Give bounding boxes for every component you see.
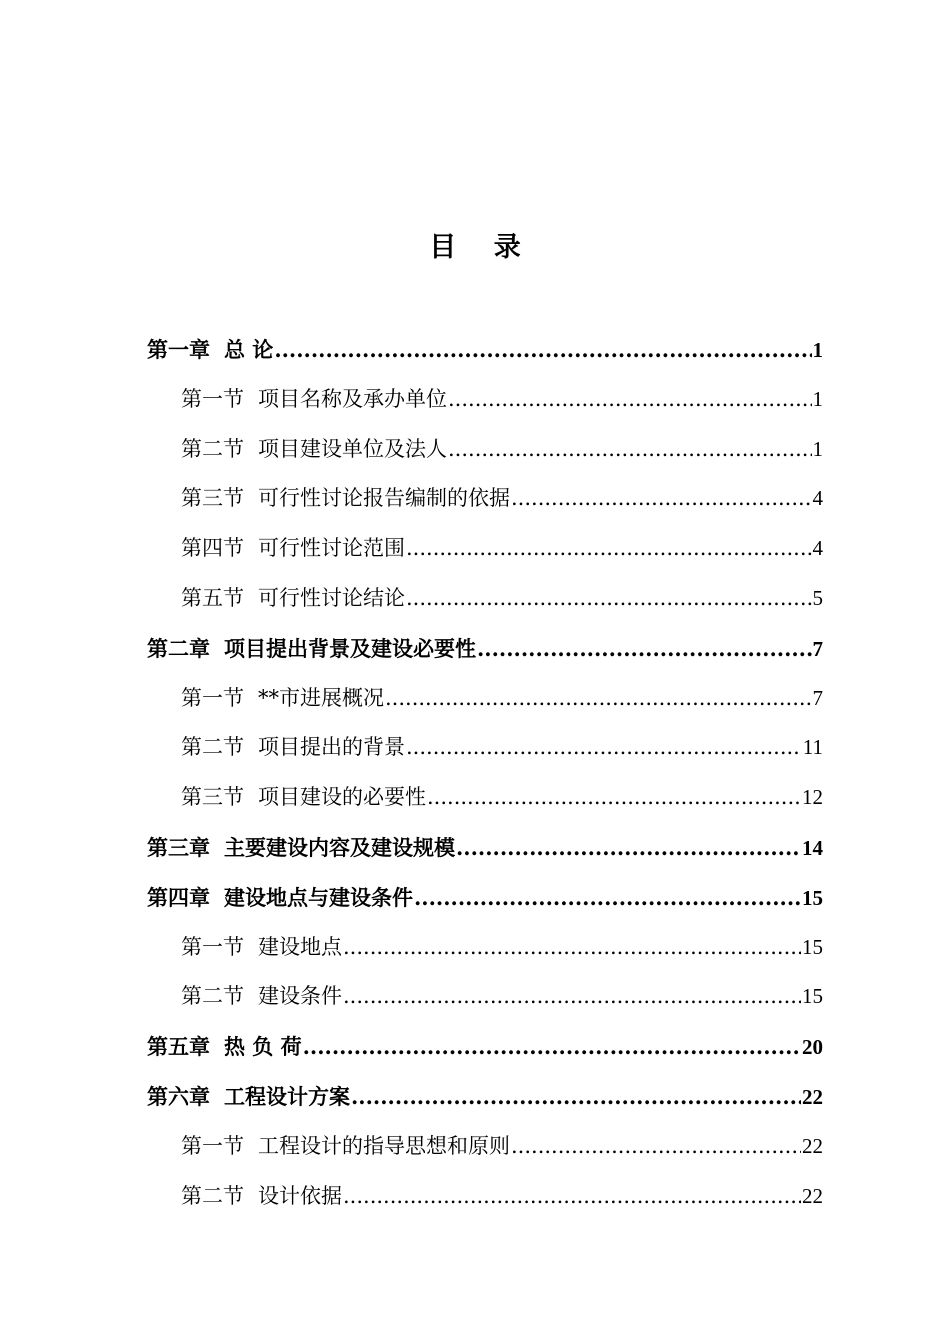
- toc-dot-leader: [274, 325, 811, 375]
- toc-entry[interactable]: [147, 624, 823, 674]
- toc-dot-leader: [385, 674, 812, 724]
- toc-entry-title: 工程设计的指导思想和原则: [258, 1133, 510, 1158]
- toc-entry-number: 第三章: [147, 834, 210, 860]
- toc-entry-number: 第一节: [181, 934, 244, 959]
- toc-dot-leader: [477, 624, 812, 674]
- toc-entry-number: 第二节: [181, 436, 244, 461]
- toc-dot-leader: [511, 1122, 801, 1172]
- toc-dot-leader: [414, 873, 801, 923]
- toc-page-number: 22: [802, 1183, 823, 1208]
- toc-dot-leader: [456, 823, 801, 873]
- toc-page-number: 15: [802, 885, 823, 910]
- toc-dot-leader: [406, 574, 812, 624]
- toc-page-number: 11: [802, 735, 823, 760]
- toc-entry-title: 建设条件: [258, 984, 342, 1009]
- toc-entry-number: 第二节: [181, 1183, 244, 1208]
- toc-entry[interactable]: [147, 1172, 823, 1222]
- toc-page-number: 20: [802, 1035, 823, 1060]
- toc-entry-title: 可行性讨论范围: [258, 536, 405, 561]
- toc-dot-leader: [343, 923, 801, 973]
- toc-entry[interactable]: [147, 425, 823, 475]
- toc-entry-number: 第二章: [147, 635, 210, 661]
- toc-page-number: 1: [812, 338, 823, 362]
- toc-dot-leader: [448, 375, 812, 425]
- toc-page-number: 14: [802, 835, 823, 860]
- toc-page-number: 1: [812, 436, 823, 461]
- toc-entry[interactable]: [147, 474, 823, 524]
- toc-entry-title: 建设地点与建设条件: [224, 884, 413, 910]
- toc-entry[interactable]: [147, 723, 823, 773]
- toc-dot-leader: [406, 524, 812, 574]
- toc-entry-number: 第一章: [147, 337, 210, 362]
- toc-entry-title: 项目建设的必要性: [258, 785, 426, 810]
- toc-dot-leader: [343, 1172, 801, 1222]
- toc-entry[interactable]: [147, 1022, 823, 1072]
- toc-entry[interactable]: [147, 574, 823, 624]
- toc-page-number: 4: [812, 536, 823, 561]
- toc-entry-title: **市进展概况: [258, 685, 384, 710]
- toc-entry-title: 总 论: [224, 337, 274, 362]
- toc-page-number: 22: [802, 1084, 823, 1109]
- toc-entry[interactable]: [147, 524, 823, 574]
- toc-entry[interactable]: [147, 773, 823, 823]
- toc-entry-title: 项目提出的背景: [258, 735, 405, 760]
- toc-page-number: 5: [812, 585, 823, 610]
- toc-dot-leader: [511, 474, 812, 524]
- toc-entry-number: 第一节: [181, 386, 244, 411]
- toc-page-number: 7: [812, 636, 823, 661]
- toc-entry-number: 第六章: [147, 1083, 210, 1109]
- toc-entry-number: 第四章: [147, 884, 210, 910]
- toc-dot-leader: [343, 972, 801, 1022]
- toc-entry-number: 第五节: [181, 585, 244, 610]
- toc-entry-title: 主要建设内容及建设规模: [224, 834, 455, 860]
- toc-page-number: 22: [802, 1133, 823, 1158]
- toc-page-number: 1: [812, 386, 823, 411]
- toc-entry[interactable]: [147, 823, 823, 873]
- toc-dot-leader: [351, 1072, 801, 1122]
- toc-entry-title: 项目名称及承办单位: [258, 386, 447, 411]
- toc-entry[interactable]: [147, 1122, 823, 1172]
- toc-entry-title: 可行性讨论结论: [258, 585, 405, 610]
- toc-entry-number: 第五章: [147, 1034, 210, 1060]
- toc-page-number: 15: [802, 984, 823, 1009]
- toc-page-number: 7: [812, 685, 823, 710]
- toc-title: 目 录: [429, 232, 535, 263]
- toc-entry[interactable]: [147, 923, 823, 973]
- toc-entry-title: 工程设计方案: [224, 1083, 350, 1109]
- toc-entry-number: 第二节: [181, 984, 244, 1009]
- toc-entry-number: 第三节: [181, 785, 244, 810]
- toc-entry-number: 第一节: [181, 685, 244, 710]
- toc-entry-number: 第三节: [181, 486, 244, 511]
- toc-dot-leader: [427, 773, 801, 823]
- toc-entry-title: 项目建设单位及法人: [258, 436, 447, 461]
- toc-entry-title: 可行性讨论报告编制的依据: [258, 486, 510, 511]
- toc-entry-title: 项目提出背景及建设必要性: [224, 635, 476, 661]
- toc-dot-leader: [448, 425, 812, 475]
- toc-page-number: 4: [812, 486, 823, 511]
- toc-entry[interactable]: [147, 325, 823, 375]
- toc-entry[interactable]: [147, 674, 823, 724]
- toc-entry-title: 设计依据: [258, 1183, 342, 1208]
- toc-entry-title: 建设地点: [258, 934, 342, 959]
- toc-page-number: 12: [802, 785, 823, 810]
- toc-entry-number: 第二节: [181, 735, 244, 760]
- toc-dot-leader: [303, 1022, 801, 1072]
- toc-entry[interactable]: [147, 873, 823, 923]
- toc-entry-number: 第四节: [181, 536, 244, 561]
- toc-entry-title: 热 负 荷: [224, 1034, 302, 1060]
- toc-page-number: 15: [802, 934, 823, 959]
- toc-entry-number: 第一节: [181, 1133, 244, 1158]
- toc-dot-leader: [406, 723, 802, 773]
- toc-entry[interactable]: [147, 972, 823, 1022]
- toc-entry[interactable]: [147, 375, 823, 425]
- toc-list: [147, 325, 823, 1221]
- toc-entry[interactable]: [147, 1072, 823, 1122]
